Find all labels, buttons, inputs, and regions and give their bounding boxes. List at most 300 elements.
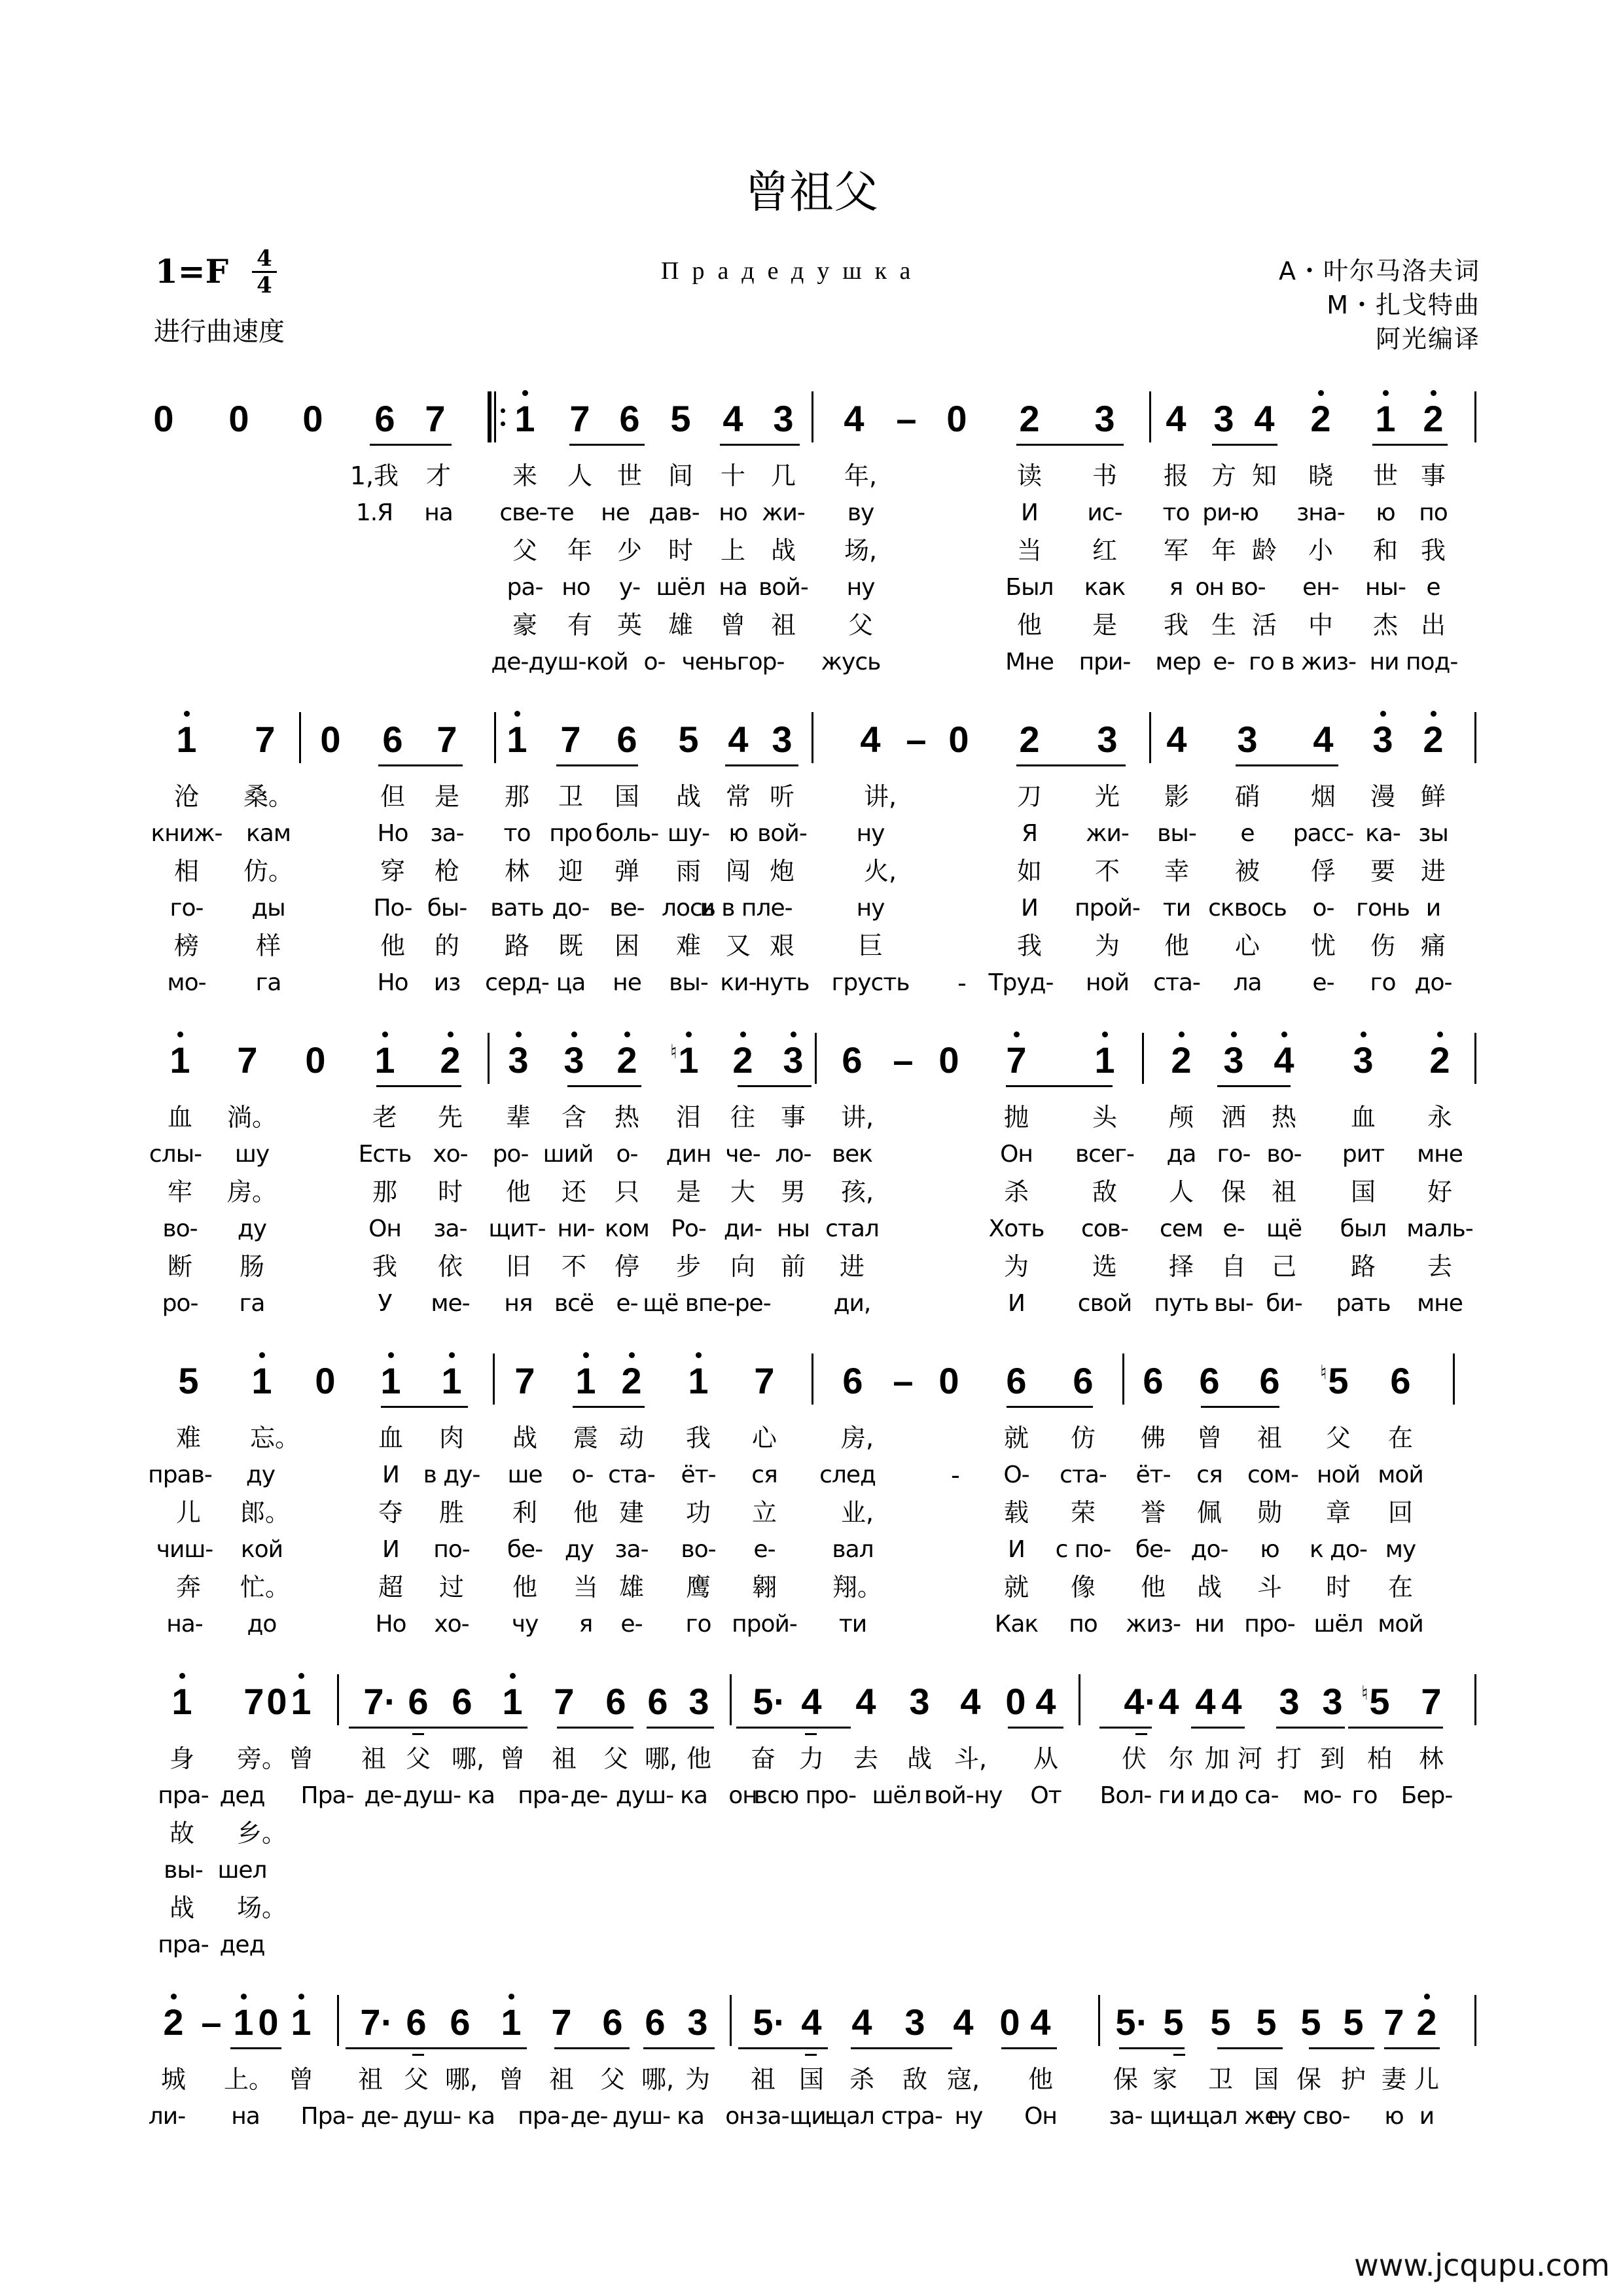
barline xyxy=(1474,391,1476,442)
note xyxy=(1201,2003,1240,2042)
lyric-chinese: 父 xyxy=(405,1744,431,1773)
note xyxy=(1360,1682,1399,1721)
lyric-russian: го xyxy=(1370,969,1396,996)
note-digit: 0 xyxy=(153,398,174,439)
lyric-chinese: 旁。 xyxy=(236,1744,287,1773)
note xyxy=(1212,1682,1251,1721)
lyric-chinese: 鹰 xyxy=(685,1573,711,1602)
note-digit: 7 xyxy=(1421,1681,1442,1722)
lyric-chinese: 旧 xyxy=(505,1252,531,1281)
lyric-chinese: 知 xyxy=(1251,461,1277,490)
lyric-russian: до- xyxy=(552,895,590,922)
lyric-chinese: 哪, xyxy=(641,2065,675,2094)
note xyxy=(679,1682,719,1721)
lyric-russian: мой xyxy=(1378,1462,1423,1488)
lyric-chinese: 停 xyxy=(614,1252,640,1281)
lyric-russian: Ро- xyxy=(671,1215,706,1242)
lyric-chinese: 己 xyxy=(1271,1252,1297,1281)
note-digit: 6 xyxy=(1199,1360,1220,1401)
barline xyxy=(1474,1674,1476,1725)
note-digit: 4 xyxy=(851,2001,872,2043)
note xyxy=(1334,2003,1373,2042)
lyric-russian: го xyxy=(685,1611,711,1638)
note xyxy=(713,399,753,439)
lyric-russian: всё xyxy=(554,1290,594,1317)
lyric-russian: ву xyxy=(847,499,874,526)
note xyxy=(1085,399,1124,439)
note-digit: 1 xyxy=(688,1360,709,1401)
octave-dot-above xyxy=(1437,1031,1443,1037)
lyric-russian: не xyxy=(601,499,630,526)
octave-dot-above xyxy=(1102,1031,1108,1037)
note xyxy=(1204,399,1243,439)
lyric-chinese: 他 xyxy=(512,1573,538,1602)
lyric-chinese: 打 xyxy=(1276,1744,1302,1773)
note xyxy=(764,399,803,439)
octave-dot-above xyxy=(508,1994,514,2000)
note-digit: 2 xyxy=(621,1360,642,1401)
octave-dot-above xyxy=(382,1031,388,1037)
barline xyxy=(1098,1995,1100,2046)
note xyxy=(1344,1041,1383,1080)
lyric-russian: про- xyxy=(1244,1611,1295,1638)
barline xyxy=(337,1995,339,2046)
lyric-russian: душ- xyxy=(402,1782,461,1809)
lyric-chinese: 不 xyxy=(561,1252,587,1281)
eighth-beam xyxy=(556,764,638,766)
lyric-chinese: 曾 xyxy=(498,2065,524,2094)
lyric-chinese: 他 xyxy=(1016,611,1043,639)
lyric-russian: е- xyxy=(620,1611,643,1638)
lyric-russian: он xyxy=(728,1782,757,1809)
lyric-russian: го в жиз- xyxy=(1248,649,1357,675)
lyric-russian: шу- xyxy=(667,820,710,847)
lyric-chinese: 保 xyxy=(1113,2065,1139,2094)
note xyxy=(373,720,412,759)
note-digit: 3 xyxy=(687,2001,708,2043)
lyric-chinese: 泪 xyxy=(675,1103,702,1132)
lyric-chinese: 讲, xyxy=(863,782,897,811)
note-digit: 7 xyxy=(551,2001,572,2043)
lyric-chinese: 卫 xyxy=(558,782,584,811)
lyric-chinese: 奋 xyxy=(750,1744,776,1773)
lyric-chinese: 为 xyxy=(685,2065,711,2094)
lyric-chinese: 建 xyxy=(618,1498,645,1527)
lyric-russian: о- xyxy=(1312,895,1334,922)
note xyxy=(154,2003,193,2042)
natural-sign-icon: ♮ xyxy=(670,1041,677,1063)
note-digit: 4 xyxy=(1166,719,1187,760)
lyric-russian: вой- xyxy=(924,1782,974,1809)
lyric-russian: ну xyxy=(856,820,885,847)
note-digit: 4 xyxy=(1166,398,1186,439)
eighth-beam xyxy=(557,1727,633,1729)
lyric-chinese: 曾 xyxy=(1196,1424,1222,1452)
rest xyxy=(929,1361,969,1401)
lyric-russian: ла xyxy=(1233,969,1262,996)
lyric-russian: ни xyxy=(1194,1611,1224,1638)
lyric-chinese: 老 xyxy=(372,1103,398,1132)
octave-dot-above xyxy=(629,1352,635,1358)
lyric-russian: но xyxy=(562,574,590,601)
lyric-russian: во- xyxy=(681,1536,716,1563)
note xyxy=(1156,399,1196,439)
lyric-russian: пра- xyxy=(158,1931,209,1958)
lyric-chinese: 祖 xyxy=(750,2065,776,2094)
lyric-chinese: 他 xyxy=(1027,2065,1054,2094)
lyric-chinese: 迎 xyxy=(558,857,584,886)
eighth-beam xyxy=(1008,1727,1063,1729)
note xyxy=(743,1681,786,1722)
sixteenth-beam xyxy=(412,2054,424,2056)
note xyxy=(997,1041,1036,1080)
note xyxy=(1313,1682,1352,1721)
note-digit: 2 xyxy=(1423,398,1444,439)
lyric-chinese: 国 xyxy=(1350,1177,1376,1206)
repeat-dot xyxy=(501,408,505,413)
note xyxy=(1085,1041,1124,1080)
note xyxy=(678,2003,717,2042)
lyric-russian: ти xyxy=(838,1611,867,1638)
eighth-beam xyxy=(1309,2047,1374,2049)
dash-extension xyxy=(897,720,936,759)
lyric-chinese: 翱 xyxy=(751,1573,777,1602)
octave-dot-above xyxy=(177,1031,183,1037)
lyric-russian: ёт- xyxy=(681,1462,716,1488)
note xyxy=(505,399,544,439)
lyric-chinese: 艰 xyxy=(769,931,795,960)
note-digit: 3 xyxy=(1372,719,1393,760)
lyric-russian: де- xyxy=(364,1782,402,1809)
lyric-russian: е- xyxy=(616,1290,638,1317)
note xyxy=(169,1361,208,1401)
lyric-russian: книж- xyxy=(151,820,223,847)
note-digit: 1 xyxy=(171,1681,192,1722)
note xyxy=(1063,1361,1103,1401)
lyric-russian: Вол- xyxy=(1099,1782,1152,1809)
lyric-chinese: 讲, xyxy=(840,1103,874,1132)
note xyxy=(245,720,285,759)
lyric-russian: вы- xyxy=(1214,1290,1253,1317)
barline xyxy=(1474,1995,1476,2046)
lyric-chinese: 卫 xyxy=(1207,2065,1234,2094)
octave-dot-above xyxy=(1383,390,1389,396)
lyric-russian: ди, xyxy=(833,1290,871,1317)
note xyxy=(281,1682,321,1721)
octave-dot-above xyxy=(583,1352,589,1358)
lyric-russian: в ду- xyxy=(423,1462,480,1488)
eighth-beam xyxy=(1372,444,1448,446)
time-signature-top: 4 xyxy=(257,245,272,272)
lyric-russian: душ- xyxy=(402,2103,461,2130)
lyric-russian: ри-ю xyxy=(1202,499,1258,526)
note xyxy=(1010,399,1049,439)
barline xyxy=(730,1995,732,2046)
lyric-chinese: 不 xyxy=(1094,857,1120,886)
lyric-chinese: 哪, xyxy=(451,1744,485,1773)
octave-dot-above xyxy=(449,1352,455,1358)
lyric-russian: де- xyxy=(570,2103,608,2130)
barline xyxy=(1079,1674,1080,1725)
lyric-russian: о- xyxy=(643,649,666,675)
note-digit: 7 xyxy=(554,1681,575,1722)
note-digit: 5 xyxy=(753,2001,774,2043)
note xyxy=(596,1682,635,1721)
eighth-beam xyxy=(230,2047,281,2049)
lyric-chinese: 房。 xyxy=(226,1177,277,1206)
lyric-chinese: 有 xyxy=(567,611,593,639)
lyric-chinese: 活 xyxy=(1251,611,1277,639)
note-digit: 6 xyxy=(647,1681,668,1722)
time-signature xyxy=(252,247,277,296)
lyric-chinese: 报 xyxy=(1163,461,1189,490)
eighth-beam xyxy=(381,1406,468,1408)
note-digit: – xyxy=(893,1039,914,1081)
lyric-russian: Бер- xyxy=(1400,1782,1453,1809)
sixteenth-beam xyxy=(1135,1733,1147,1735)
lyric-russian: ста- xyxy=(1060,1462,1107,1488)
note xyxy=(834,399,874,439)
lyric-russian: то xyxy=(1162,499,1190,526)
note-digit: 2 xyxy=(440,1039,461,1081)
barline xyxy=(494,712,496,763)
note-digit: 6 xyxy=(645,2001,666,2043)
lyric-chinese: 炮 xyxy=(769,857,795,886)
note xyxy=(242,1361,281,1401)
note-digit: 3 xyxy=(1094,398,1115,439)
note-digit: 0 xyxy=(266,1681,287,1722)
lyric-chinese: 生 xyxy=(1211,611,1237,639)
lyric-russian: ен- xyxy=(1302,574,1339,601)
lyric-russian: он xyxy=(725,2103,754,2130)
note xyxy=(365,399,404,439)
lyric-russian: на xyxy=(424,499,453,526)
eighth-beam xyxy=(1217,1085,1291,1087)
lyric-russian: нуть xyxy=(755,969,810,996)
note-digit: 3 xyxy=(508,1039,529,1081)
lyric-chinese: 就 xyxy=(1003,1573,1029,1602)
eighth-beam xyxy=(1191,1727,1245,1729)
lyric-russian: ной xyxy=(1317,1462,1360,1488)
octave-dot-above xyxy=(448,1031,454,1037)
lyric-russian: ца xyxy=(556,969,586,996)
lyric-chinese: 先 xyxy=(437,1103,463,1132)
lyric-chinese: 常 xyxy=(725,782,751,811)
lyric-chinese: 自 xyxy=(1221,1252,1247,1281)
lyric-russian: прой- xyxy=(732,1611,797,1638)
lyric-chinese: 战 xyxy=(512,1424,538,1452)
lyric-russian: пра- xyxy=(518,1782,569,1809)
lyric-chinese: 柏 xyxy=(1366,1744,1393,1773)
note-digit: 0 xyxy=(228,398,249,439)
barline xyxy=(1474,712,1476,763)
lyric-chinese: 国 xyxy=(798,2065,825,2094)
lyric-russian: де- xyxy=(570,1782,608,1809)
lyric-chinese: 和 xyxy=(1372,536,1399,565)
lyric-russian: за- xyxy=(615,1536,649,1563)
eighth-beam xyxy=(738,2047,828,2049)
note-digit: 1 xyxy=(501,2001,522,2043)
lyric-chinese: 如 xyxy=(1016,857,1043,886)
lyric-russian: до- xyxy=(1414,969,1452,996)
lyric-russian: де-душ-кой xyxy=(491,649,628,675)
barline xyxy=(815,1033,817,1084)
note xyxy=(1133,1361,1173,1401)
lyric-russian: Труд- xyxy=(988,969,1054,996)
lyric-russian: ги xyxy=(1158,1782,1185,1809)
note-digit: 5 xyxy=(670,398,691,439)
lyric-chinese: 世 xyxy=(616,461,643,490)
lyric-chinese: 肠 xyxy=(239,1252,265,1281)
note xyxy=(774,1041,813,1080)
lyric-chinese: 年, xyxy=(844,461,878,490)
note xyxy=(679,1361,718,1401)
lyric-chinese: 河 xyxy=(1237,1744,1263,1773)
lyric-russian: мне xyxy=(1417,1290,1463,1317)
lyric-chinese: 人 xyxy=(1168,1177,1194,1206)
lyric-chinese: 我 xyxy=(372,1252,398,1281)
lyric-chinese: 1,我 xyxy=(349,461,399,490)
lyric-chinese: 枪 xyxy=(434,857,460,886)
lyric-chinese: 勋 xyxy=(1257,1498,1283,1527)
lyric-chinese: 仿 xyxy=(1070,1424,1096,1452)
octave-dot-above xyxy=(1424,1994,1430,2000)
note xyxy=(1228,720,1267,759)
lyric-russian: щи- xyxy=(1149,2103,1194,2130)
lyric-chinese: 为 xyxy=(1003,1252,1029,1281)
lyric-chinese: 斗 xyxy=(1257,1573,1283,1602)
barline xyxy=(730,1674,732,1725)
note xyxy=(1157,720,1196,759)
lyric-chinese: 沧 xyxy=(173,782,200,811)
note xyxy=(846,1682,885,1721)
note-digit: – xyxy=(896,398,917,439)
lyric-russian: у- xyxy=(618,574,641,601)
eighth-beam xyxy=(397,2047,527,2049)
lyric-chinese: 热 xyxy=(614,1103,640,1132)
lyric-russian: за- xyxy=(1109,2103,1143,2130)
lyric-chinese: 战 xyxy=(906,1744,933,1773)
lyric-chinese: 进 xyxy=(1420,857,1446,886)
lyric-russian: был xyxy=(1340,1215,1387,1242)
note-digit: 6 xyxy=(1143,1360,1164,1401)
lyric-russian: ю xyxy=(728,820,748,847)
lyric-chinese: 那 xyxy=(372,1177,398,1206)
note xyxy=(1162,1041,1201,1080)
lyric-russian: ну xyxy=(974,1782,1003,1809)
lyric-chinese: 桑。 xyxy=(243,782,294,811)
barline xyxy=(812,712,813,763)
eighth-beam xyxy=(738,1085,812,1087)
lyric-chinese: 祖 xyxy=(1271,1177,1297,1206)
note-digit: 6 xyxy=(1006,1360,1027,1401)
note xyxy=(762,720,802,759)
lyric-chinese: 路 xyxy=(1350,1252,1376,1281)
lyric-chinese: 才 xyxy=(425,461,452,490)
lyric-chinese: 回 xyxy=(1387,1498,1414,1527)
note xyxy=(723,1041,762,1080)
lyric-chinese: 家 xyxy=(1152,2065,1178,2094)
lyric-chinese: 身 xyxy=(169,1744,195,1773)
note-digit: 4 xyxy=(855,1681,876,1722)
lyric-chinese: 父 xyxy=(1325,1424,1351,1452)
lyric-russian: шёл xyxy=(1313,1611,1363,1638)
note-digit: 6 xyxy=(602,2001,623,2043)
lyric-chinese: 闯 xyxy=(725,857,751,886)
lyric-russian: ду xyxy=(564,1536,594,1563)
lyric-chinese: 火, xyxy=(863,857,897,886)
lyric-chinese: 乡。 xyxy=(236,1819,287,1848)
lyric-chinese: 父 xyxy=(403,2065,429,2094)
note xyxy=(497,720,537,759)
lyric-chinese: 林 xyxy=(504,857,530,886)
lyric-russian: дед xyxy=(219,1782,265,1809)
note-digit: 3 xyxy=(1353,1039,1374,1081)
lyric-russian: е- xyxy=(1213,649,1235,675)
lyric-chinese: 小 xyxy=(1308,536,1334,565)
lyric-russian: ны xyxy=(777,1215,810,1242)
note xyxy=(951,1682,990,1721)
lyric-chinese: 我 xyxy=(685,1424,711,1452)
note-digit: 0 xyxy=(999,2001,1020,2043)
lyric-russian: о- xyxy=(571,1462,594,1488)
lyric-chinese: 雄 xyxy=(618,1573,645,1602)
eighth-beam xyxy=(1016,764,1126,766)
note xyxy=(792,2003,831,2042)
natural-sign-icon: ♮ xyxy=(1320,1362,1327,1384)
rest xyxy=(311,720,350,759)
lyric-chinese: 超 xyxy=(378,1573,404,1602)
lyric-chinese: 世 xyxy=(1372,461,1399,490)
barline xyxy=(1149,391,1151,442)
eighth-beam xyxy=(1236,764,1338,766)
lyric-chinese: 保 xyxy=(1221,1177,1247,1206)
lyric-russian: Пра- xyxy=(300,2103,354,2130)
lyric-russian: сом- xyxy=(1247,1462,1298,1488)
octave-dot-above xyxy=(298,1673,304,1679)
note xyxy=(593,2003,632,2042)
lyric-chinese: 他 xyxy=(1164,931,1190,960)
note xyxy=(542,2003,581,2042)
lyric-chinese: 誉 xyxy=(1140,1498,1166,1527)
note-digit: 6 xyxy=(1390,1360,1411,1401)
lyric-russian: про xyxy=(549,820,592,847)
note xyxy=(944,2003,983,2042)
note-digit: 5 xyxy=(1300,2001,1321,2043)
lyric-russian: И xyxy=(382,1536,399,1563)
sixteenth-beam xyxy=(805,2054,817,2056)
eighth-beam xyxy=(1016,444,1124,446)
note xyxy=(635,2003,675,2042)
lyric-chinese: 十 xyxy=(720,461,746,490)
lyric-chinese: 事 xyxy=(1420,461,1446,490)
note-digit: 4 xyxy=(1254,398,1275,439)
augmentation-dot: · xyxy=(774,2001,786,2043)
lyric-chinese: 榜 xyxy=(173,931,200,960)
lyric-russian: за- xyxy=(755,2103,789,2130)
lyric-russian: ро- xyxy=(492,1141,529,1168)
lyric-chinese: 往 xyxy=(730,1103,756,1132)
note-digit: 4 xyxy=(1313,719,1334,760)
lyric-chinese: 力 xyxy=(798,1744,825,1773)
lyric-chinese: 牢 xyxy=(167,1177,193,1206)
lyric-chinese: 房, xyxy=(840,1424,874,1452)
lyric-chinese: 曾 xyxy=(720,611,746,639)
note xyxy=(1149,1682,1188,1721)
note xyxy=(1412,1682,1451,1721)
lyric-russian: хо- xyxy=(434,1611,469,1638)
lyric-russian: ни под- xyxy=(1369,649,1458,675)
